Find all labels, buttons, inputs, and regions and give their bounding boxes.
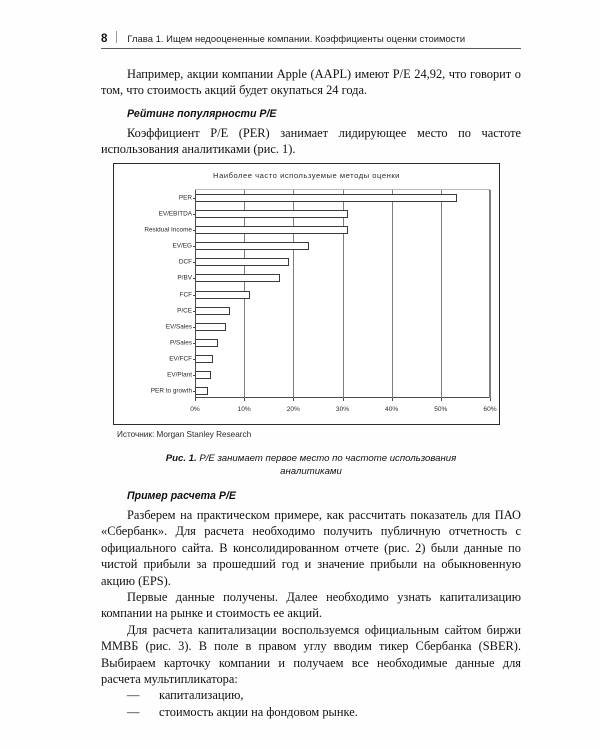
figure-1-box [113,163,500,425]
y-axis-category-label: P/Sales [169,339,192,347]
running-head-rule [101,48,521,49]
y-axis-tick [193,327,196,328]
chart-bar-row [177,274,280,282]
chart-title: Наиболее часто используемые методы оценки [213,171,400,180]
y-axis-tick [193,311,196,312]
subheading-popularity: Рейтинг популярности P/E [127,107,277,120]
chart-bar [196,323,226,331]
subheading-example: Пример расчета P/E [127,490,236,502]
list-item-label: стоимость акции на фондовом рынке. [159,704,358,719]
y-axis-category-label: EV/EG [172,242,192,250]
x-axis-tick-label: 30% [335,406,350,413]
list-item [101,687,521,703]
y-axis-category-label: Residual Income [144,226,192,234]
paragraph-3: Разберем на практическом примере, как рассчитать показатель для ПАО «Сбербанк». Для расчета необходимо получить публичную отчетность с официального сайта. В консолидированном отчете (рис. 2) были данные по чистой прибыли за прошедший год и значение прибыли на обыкновенную акцию (EPS). [101,508,521,588]
paragraph-5: Для расчета капитализации воспользуемся официальным сайтом биржи ММВБ (рис. 3). В поле в правом углу вводим тикер Сбербанка (SBER). Выбираем карточку компании и получаем все необходимые данные для расчета мультипликатора: [101,622,521,687]
paragraph-1: Например, акции компании Apple (AAPL) имеют P/E 24,92, что говорит о том, что стоимость акций будет окупаться 24 года. [101,67,521,98]
chart-gridline [392,190,393,398]
bullet-list [101,687,521,720]
y-axis-tick [193,214,196,215]
y-axis-category-label: PER [178,194,192,202]
chapter-title: Глава 1. Ищем недооцененные компании. Коэффициенты оценки стоимости [127,33,466,44]
y-axis-tick [193,198,196,199]
y-axis-tick [193,343,196,344]
chart-bar-row [177,307,230,315]
chart-bar-row [178,258,289,266]
x-axis-tick-label: 60% [483,406,497,413]
chart-bar-row [158,210,348,218]
y-axis-category-label: FCF [179,291,192,298]
chart-bar-row [178,194,457,202]
y-axis-category-label: EV/Plant [167,371,192,379]
x-axis-tick [441,398,442,401]
figure-caption-text: P/E занимает первое место по частоте использования [196,453,457,464]
x-axis-tick-label: 20% [286,406,300,413]
runhead-divider [116,31,117,43]
chart-plot-area [144,189,497,413]
figure-caption [101,452,521,478]
chart-bar [196,355,213,363]
text-block-top [101,66,521,158]
chart-bar [196,291,250,299]
y-axis-category-label: P/CE [177,307,192,315]
x-axis-tick-label: 10% [237,406,251,413]
chart-bar-row [165,323,226,331]
list-item [101,704,521,720]
chart-bar [196,258,289,266]
chart-bar-row [167,371,211,379]
x-axis-tick-label: 40% [385,406,399,413]
y-axis-category-label: PER to growth [150,387,192,395]
chart-bar-row [144,226,348,234]
x-axis-tick [343,398,344,401]
list-item-label: капитализацию, [159,688,244,703]
y-axis-tick [193,246,196,247]
chart-bar-row [169,355,213,363]
text-block-bottom [101,490,521,720]
chart-gridline [343,190,344,398]
y-axis-category-label: P/BV [177,274,192,282]
x-axis-tick-label: 0% [190,406,200,413]
x-axis-tick-label: 50% [434,406,448,413]
running-head [101,30,521,45]
chart-bar [196,210,348,218]
chart-gridline [490,190,491,398]
figure-source: Источник: Morgan Stanley Research [117,430,252,439]
chart-bar [196,387,208,395]
figure-caption-text-2: аналитиками [280,466,342,477]
chart-bar-row [179,291,250,299]
x-axis-tick [392,398,393,401]
chart-gridline [293,190,294,398]
y-axis-tick [193,295,196,296]
dash-marker: — [127,688,140,703]
chart-bar-row [150,387,208,395]
y-axis-tick [193,230,196,231]
chart-bar [196,226,348,234]
dash-marker: — [127,704,140,719]
paragraph-2: Коэффициент P/E (PER) занимает лидирующее место по частоте использования аналитиками (рис. 1). [101,125,521,157]
paragraph-4: Первые данные получены. Далее необходимо узнать капитализацию компании на рынке и стоимость ее акций. [101,590,521,621]
y-axis-category-label: EV/EBITDA [158,210,192,218]
y-axis-tick [193,278,196,279]
page-number: 8 [101,33,108,45]
y-axis-tick [193,375,196,376]
chart-bar [196,194,457,202]
x-axis-tick [490,398,491,401]
chart-bar-row [169,339,218,347]
chart-bar [196,307,230,315]
y-axis-category-label: EV/FCF [169,355,192,363]
chart-bar [196,242,309,250]
x-axis-tick [244,398,245,401]
chart-bar [196,371,211,379]
chart-bar [196,339,218,347]
y-axis-category-label: DCF [178,258,192,266]
y-axis-tick [193,391,196,392]
x-axis-tick [195,398,196,401]
chart-bar-row [172,242,309,250]
figure-number: Рис. 1. [165,453,197,464]
y-axis-category-label: EV/Sales [165,323,192,331]
x-axis-tick [293,398,294,401]
y-axis-tick [193,359,196,360]
chart-bar [196,274,280,282]
y-axis-tick [193,262,196,263]
chart-gridline [441,190,442,398]
